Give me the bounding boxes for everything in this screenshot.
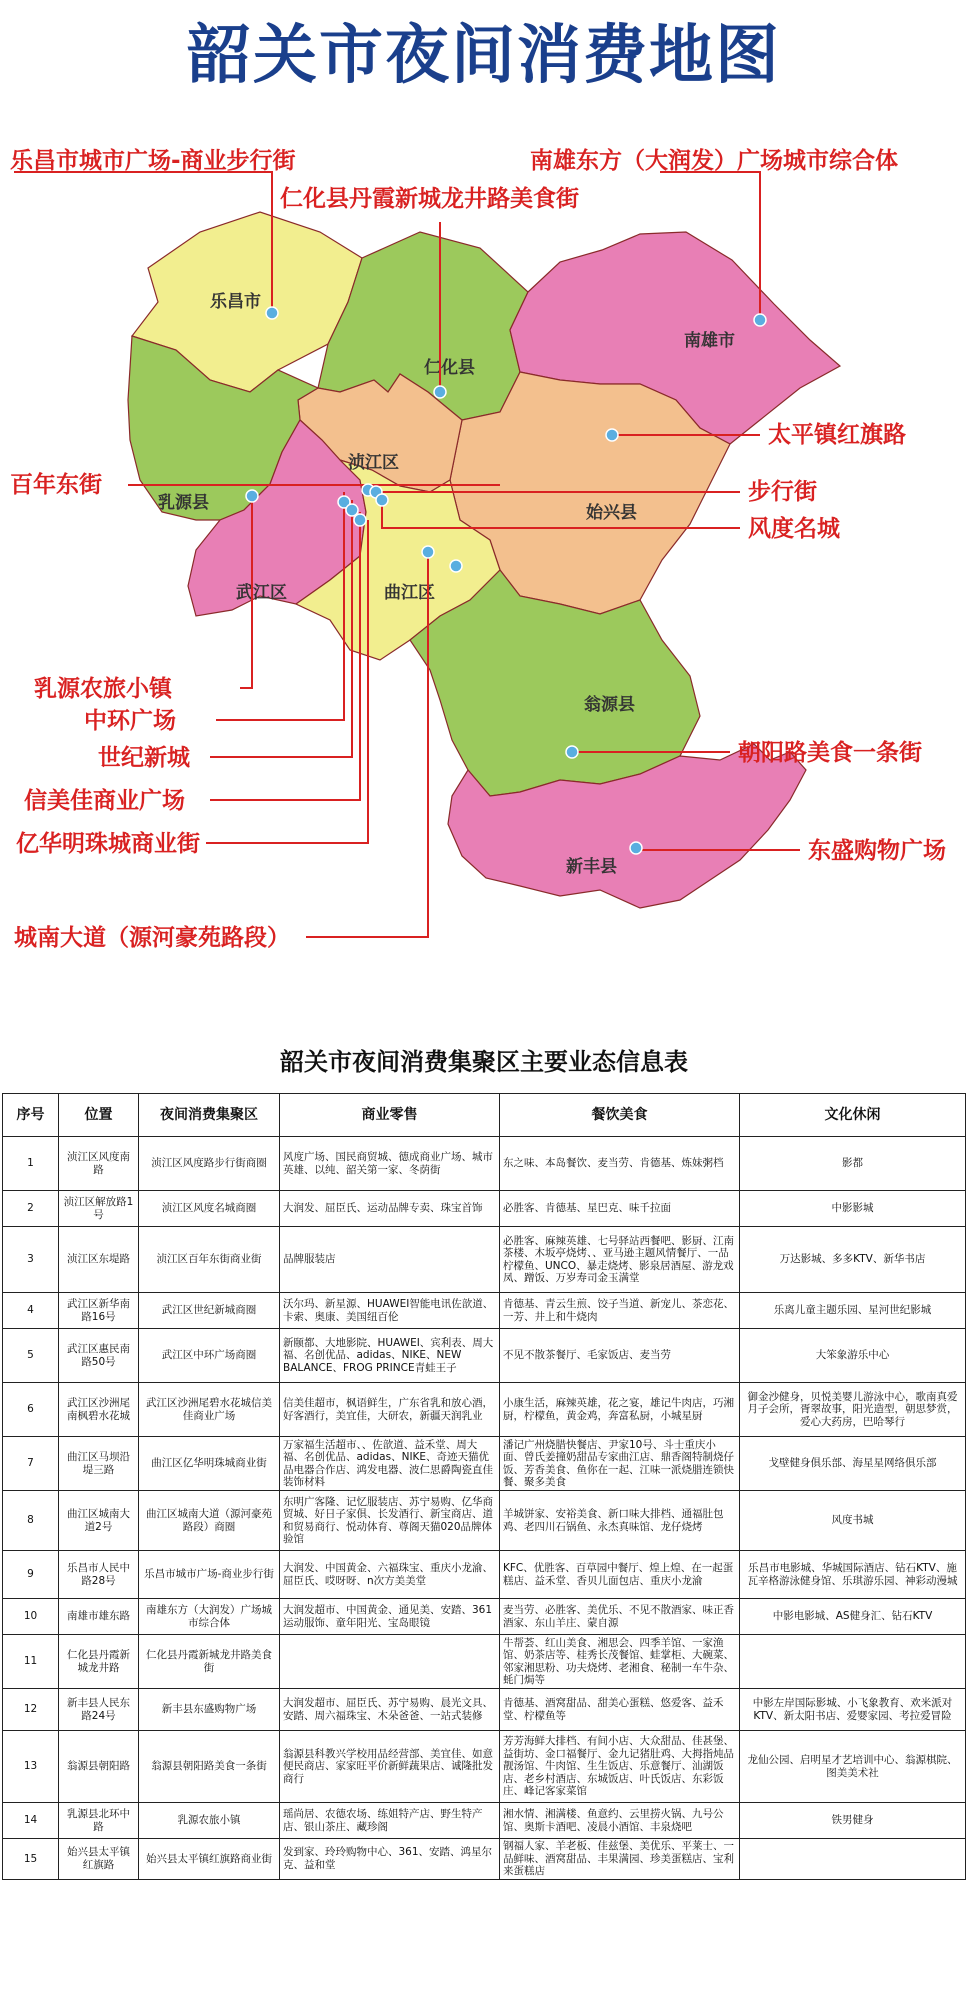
region-label-shixing: 始兴县: [586, 503, 637, 523]
callout-fengdu-mingcheng: 风度名城: [748, 516, 840, 542]
region-label-lechang: 乐昌市: [210, 292, 261, 312]
cell-index: 5: [3, 1329, 59, 1383]
header-retail: 商业零售: [280, 1094, 500, 1137]
cell-dining: 不见不散茶餐厅、毛家饭店、麦当劳: [500, 1329, 740, 1383]
cell-dining: 肯德基、酒窝甜品、甜美心蛋糕、悠爱客、益禾堂、柠檬鱼等: [500, 1689, 740, 1731]
cell-location: 南雄市雄东路: [59, 1599, 139, 1635]
pin-icon[interactable]: [450, 560, 462, 572]
cell-district: 浈江区风度名城商圈: [139, 1191, 280, 1227]
cell-location: 始兴县太平镇红旗路: [59, 1839, 139, 1880]
cell-retail: 风度广场、国民商贸城、德成商业广场、城市英雄、以纯、韶关第一家、冬荫街: [280, 1137, 500, 1191]
cell-dining: 必胜客、麻辣英雄、七号驿站西餐吧、影厨、江南茶楼、木坂亭烧烤、、亚马逊主题风情餐厅、一品柠檬鱼、UNCO、暴走烧烤、影泉居酒屋、游龙戏凤、蹭饭、万岁寿司金玉满堂: [500, 1227, 740, 1293]
table-row: [3, 1803, 966, 1839]
cell-retail: 发到家、玲玲购物中心、361、安踏、鸿星尔克、益和堂: [280, 1839, 500, 1880]
cell-leisure: [740, 1635, 966, 1689]
cell-location: 武江区沙洲尾南枫碧水花城: [59, 1383, 139, 1437]
table-row: [3, 1437, 966, 1491]
cell-retail: 翁源县科教兴学校用品经营部、美宜佳、如意便民商店、家家旺平价新鲜蔬果店、诚隆批发商行: [280, 1731, 500, 1803]
table-row: [3, 1731, 966, 1803]
region-label-xinfeng: 新丰县: [566, 857, 617, 877]
cell-dining: 东之味、本岛餐饮、麦当劳、肯德基、炼妹粥档: [500, 1137, 740, 1191]
header-leisure: 文化休闲: [740, 1094, 966, 1137]
cell-dining: 小康生活，麻辣英雄，花之宴，雄记牛肉店，巧湘厨，柠檬鱼，黄金鸡，奔富私厨，小城星厨: [500, 1383, 740, 1437]
cell-index: 8: [3, 1491, 59, 1551]
cell-leisure: [740, 1839, 966, 1880]
cell-district: 新丰县东盛购物广场: [139, 1689, 280, 1731]
cell-location: 新丰县人民东路24号: [59, 1689, 139, 1731]
cell-location: 浈江区东堤路: [59, 1227, 139, 1293]
cell-dining: 牛帮荟、红山美食、湘思会、四季羊馆、一家渔馆、奶茶店等、桂秀长茂餐馆、蛙掌柜、大碗菜、邻家湘思粉、功夫烧烤、老湘食、秘制一车牛杂、蚝门焗等: [500, 1635, 740, 1689]
cell-retail: 东明广客隆、记忆服装店、苏宁易购、亿华商贸城、好日子家俱、长发酒行、新宝商店、道和贸易商行、悦动体育、尊阁天猫020品牌体验馆: [280, 1491, 500, 1551]
callout-shiji-xincheng: 世纪新城: [98, 745, 190, 771]
region-label-zhenjiang: 浈江区: [348, 453, 399, 473]
cell-district: 武江区中环广场商圈: [139, 1329, 280, 1383]
callout-xinmeijia-plaza: 信美佳商业广场: [24, 788, 185, 814]
header-dining: 餐饮美食: [500, 1094, 740, 1137]
cell-leisure: 铁男健身: [740, 1803, 966, 1839]
cell-leisure: 影都: [740, 1137, 966, 1191]
pin-icon[interactable]: [434, 386, 446, 398]
region-label-nanxiong: 南雄市: [684, 331, 735, 351]
cell-leisure: 御金沙健身，贝悦美婴儿游泳中心，歌南真爱月子会所，胥翠故事，阳光造型，朝思梦赏，爱心大药房，巴哈琴行: [740, 1383, 966, 1437]
cell-dining: 芳芳海鲜大排档、有间小店、大众甜品、佳甚堡、益街坊、金口福餐厅、金九记猪肚鸡、大拇指炖品靓汤馆、牛肉馆、生生饭店、乐意餐厅、汕湖饭店、老乡村酒店、东城饭店、叶氏饭店、东彩饭庄、峰记客家菜馆: [500, 1731, 740, 1803]
cell-leisure: 乐离儿童主题乐园、星河世纪影城: [740, 1293, 966, 1329]
table-row: [3, 1551, 966, 1599]
table-row: [3, 1191, 966, 1227]
table-row: [3, 1491, 966, 1551]
header-district: 夜间消费集聚区: [139, 1094, 280, 1137]
pin-icon[interactable]: [354, 514, 366, 526]
pin-icon[interactable]: [346, 504, 358, 516]
callout-bainian-east-street: 百年东街: [10, 472, 102, 498]
region-label-wujiang: 武江区: [236, 583, 287, 603]
header-location: 位置: [59, 1094, 139, 1137]
cell-location: 曲江区城南大道2号: [59, 1491, 139, 1551]
callout-yihua-mingzhu-street: 亿华明珠城商业街: [16, 831, 200, 857]
night-consumption-map: [0, 96, 968, 976]
cell-retail: 信美佳超市，枫语鲜生，广东省乳和放心酒，好客酒行，美宜佳，大研农，新疆天润乳业: [280, 1383, 500, 1437]
cell-district: 乳源农旅小镇: [139, 1803, 280, 1839]
callout-ruyuan-agritourism-town: 乳源农旅小镇: [34, 676, 172, 702]
cell-index: 13: [3, 1731, 59, 1803]
pin-icon[interactable]: [606, 429, 618, 441]
region-label-renhua: 仁化县: [424, 358, 475, 378]
cell-index: 14: [3, 1803, 59, 1839]
cell-location: 翁源县朝阳路: [59, 1731, 139, 1803]
cell-retail: [280, 1635, 500, 1689]
cell-leisure: 龙仙公园、启明星才艺培训中心、翁源棋院、图美美术社: [740, 1731, 966, 1803]
callout-dongsheng-shopping-plaza: 东盛购物广场: [808, 838, 946, 864]
callout-chengnan-avenue: 城南大道（源河豪苑路段）: [14, 925, 290, 951]
region-label-qujiang: 曲江区: [384, 583, 435, 603]
pin-icon[interactable]: [266, 307, 278, 319]
cell-retail: 沃尔玛、新星源、HUAWEI智能电讯佐歆道、卡索、奥康、美国纽百伦: [280, 1293, 500, 1329]
cell-location: 曲江区马坝沿堤三路: [59, 1437, 139, 1491]
table-header-row: [3, 1094, 966, 1137]
cell-dining: 肯德基、青云生煎、饺子当道、新宠儿、茶恋花、一芳、井上和牛烧肉: [500, 1293, 740, 1329]
cell-location: 武江区惠民南路50号: [59, 1329, 139, 1383]
callout-pedestrian-street: 步行街: [748, 479, 817, 505]
cell-retail: 万家福生活超市、、佐歆道、益禾堂、周大福、名创优品、adidas、NIKE、奇迹天猫优品电器合作店、鸿发电器、波仁思爵陶瓷直佳装饰材料: [280, 1437, 500, 1491]
table-row: [3, 1329, 966, 1383]
cell-dining: 羊城饼家、安裕美食、新口味大排档、通福肚包鸡、老四川石锅鱼、永杰真味馆、龙仔烧烤: [500, 1491, 740, 1551]
cell-leisure: 万达影城、多多KTV、新华书店: [740, 1227, 966, 1293]
cell-dining: 必胜客、肯德基、星巴克、味千拉面: [500, 1191, 740, 1227]
cell-location: 浈江区风度南路: [59, 1137, 139, 1191]
pin-icon[interactable]: [246, 490, 258, 502]
cell-district: 南雄东方（大润发）广场城市综合体: [139, 1599, 280, 1635]
cell-leisure: 乐昌市电影城、华城国际酒店、钻石KTV、施瓦辛格游泳健身馆、乐琪游乐园、神彩动漫城: [740, 1551, 966, 1599]
cell-index: 10: [3, 1599, 59, 1635]
cell-index: 2: [3, 1191, 59, 1227]
table-row: [3, 1383, 966, 1437]
callout-renhua-longjing-road: 仁化县丹霞新城龙井路美食街: [280, 186, 579, 212]
callout-lechang-square: 乐昌市城市广场-商业步行街: [10, 148, 296, 174]
table-row: [3, 1137, 966, 1191]
cell-district: 浈江区风度路步行街商圈: [139, 1137, 280, 1191]
cell-leisure: 中影电影城、AS健身汇、钻石KTV: [740, 1599, 966, 1635]
cell-index: 12: [3, 1689, 59, 1731]
header-index: 序号: [3, 1094, 59, 1137]
cell-retail: 瑶尚居、农德农场、练姐特产店、野生特产店、银山茶庄、藏珍阁: [280, 1803, 500, 1839]
table-row: [3, 1599, 966, 1635]
table-row: [3, 1293, 966, 1329]
callout-chaoyang-food-street: 朝阳路美食一条街: [738, 740, 922, 766]
table-row: [3, 1227, 966, 1293]
cell-index: 1: [3, 1137, 59, 1191]
cell-index: 3: [3, 1227, 59, 1293]
callout-zhonghuan-square: 中环广场: [84, 708, 176, 734]
cell-index: 4: [3, 1293, 59, 1329]
cell-location: 乐昌市人民中路28号: [59, 1551, 139, 1599]
callout-nanxiong-dongfang-square: 南雄东方（大润发）广场城市综合体: [530, 148, 898, 174]
cell-location: 仁化县丹霞新城龙井路: [59, 1635, 139, 1689]
pin-icon[interactable]: [754, 314, 766, 326]
cell-district: 曲江区城南大道（源河豪苑路段）商圈: [139, 1491, 280, 1551]
cell-index: 15: [3, 1839, 59, 1880]
table-row: [3, 1839, 966, 1880]
cell-retail: 新颐都、大地影院、HUAWEI、宾利表、周大福、名创优品、adidas、NIKE、NEW BALANCE、FROG PRINCE青蛙王子: [280, 1329, 500, 1383]
cell-district: 曲江区亿华明珠城商业街: [139, 1437, 280, 1491]
pin-icon[interactable]: [422, 546, 434, 558]
cell-location: 武江区新华南路16号: [59, 1293, 139, 1329]
cell-retail: 品牌服装店: [280, 1227, 500, 1293]
pin-icon[interactable]: [566, 746, 578, 758]
page-title: 韶关市夜间消费地图: [187, 19, 781, 93]
cell-retail: 大润发、中国黄金、六福珠宝、重庆小龙渝、屈臣氏、哎呀呀、n次方美美堂: [280, 1551, 500, 1599]
cell-index: 7: [3, 1437, 59, 1491]
cell-dining: KFC、优胜客、百草园中餐厅、煌上煌、在一起蛋糕店、益禾堂、香贝儿面包店、重庆小龙渝: [500, 1551, 740, 1599]
cell-district: 仁化县丹霞新城龙井路美食街: [139, 1635, 280, 1689]
cell-index: 11: [3, 1635, 59, 1689]
pin-icon[interactable]: [376, 494, 388, 506]
cell-retail: 大润发、屈臣氏、运动品牌专卖、珠宝首饰: [280, 1191, 500, 1227]
cell-dining: 麦当劳、必胜客、美优乐、不见不散酒家、味正香酒家、东山羊庄、蒙自源: [500, 1599, 740, 1635]
pin-icon[interactable]: [630, 842, 642, 854]
table-row: [3, 1689, 966, 1731]
region-label-wengyuan: 翁源县: [584, 695, 635, 715]
cell-dining: 潘记广州烧腊快餐店、尹家10号、斗士重庆小面、曾氏姜撞奶甜品专家曲江店、鼎香阁特制烧仔饭、芳香美食、鱼你在一起、江味一派烧腊连锁快餐、聚多美食: [500, 1437, 740, 1491]
cell-leisure: 中影左岸国际影城、小飞象教育、欢米派对KTV、新太阳书店、爱婴家园、考拉爱冒险: [740, 1689, 966, 1731]
cell-leisure: 风度书城: [740, 1491, 966, 1551]
cell-index: 9: [3, 1551, 59, 1599]
cell-location: 浈江区解放路1号: [59, 1191, 139, 1227]
cell-retail: 大润发超市、屈臣氏、苏宁易购、晨光文具、安踏、周六福珠宝、木朵爸爸、一站式装修: [280, 1689, 500, 1731]
night-consumption-info-table: [2, 1093, 966, 1880]
cell-district: 始兴县太平镇红旗路商业街: [139, 1839, 280, 1880]
cell-district: 乐昌市城市广场-商业步行街: [139, 1551, 280, 1599]
table-title: 韶关市夜间消费集聚区主要业态信息表: [280, 1047, 688, 1076]
callout-taiping-hongqi-road: 太平镇红旗路: [768, 422, 906, 448]
cell-leisure: 中影影城: [740, 1191, 966, 1227]
region-label-ruyuan: 乳源县: [158, 493, 209, 513]
cell-retail: 大润发超市、中国黄金、通见美、安踏、361运动服饰、童年阳光、宝岛眼镜: [280, 1599, 500, 1635]
cell-dining: 湘水情、湘满楼、鱼意约、云里捞火锅、九号公馆、奥斯卡酒吧、凌晨小酒馆、丰泉烧吧: [500, 1803, 740, 1839]
cell-leisure: 戈壁健身俱乐部、海星星网络俱乐部: [740, 1437, 966, 1491]
cell-district: 武江区世纪新城商圈: [139, 1293, 280, 1329]
cell-district: 翁源县朝阳路美食一条街: [139, 1731, 280, 1803]
cell-district: 武江区沙洲尾碧水花城信美佳商业广场: [139, 1383, 280, 1437]
cell-leisure: 大笨象游乐中心: [740, 1329, 966, 1383]
table-row: [3, 1635, 966, 1689]
cell-location: 乳源县北环中路: [59, 1803, 139, 1839]
cell-dining: 钢福人家、羊老板、佳兹堡、美优乐、平莱士、一品鲜味、酒窝甜品、丰果满园、珍美蛋糕店、宝利来蛋糕店: [500, 1839, 740, 1880]
cell-district: 浈江区百年东街商业街: [139, 1227, 280, 1293]
cell-index: 6: [3, 1383, 59, 1437]
